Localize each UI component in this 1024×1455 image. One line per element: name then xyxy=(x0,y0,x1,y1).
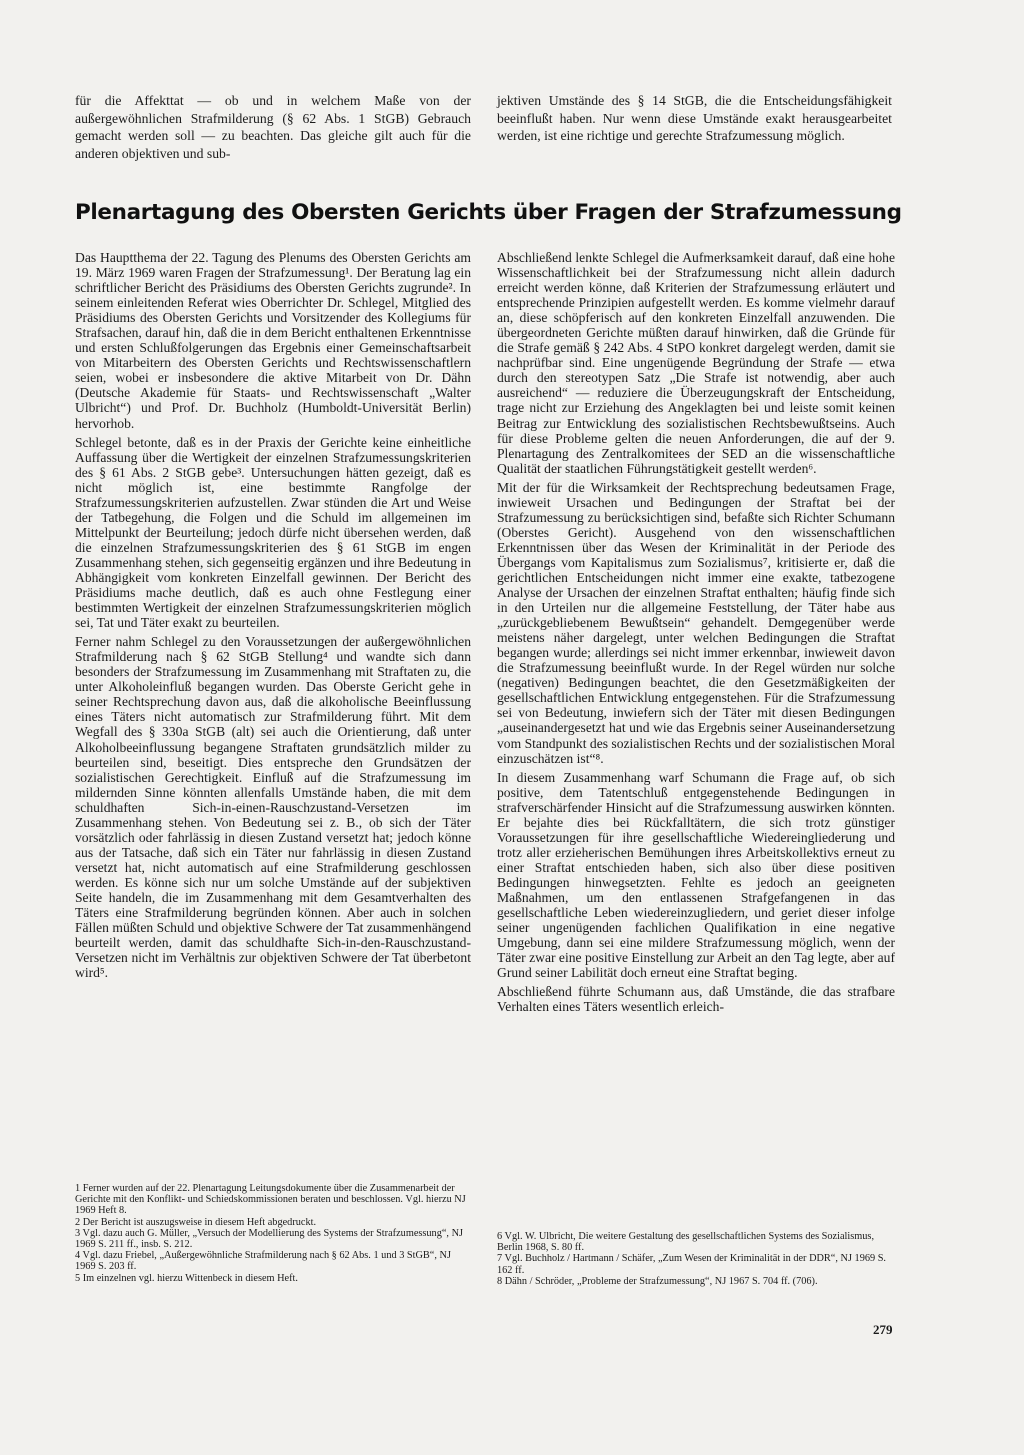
article-paragraph: Abschließend führte Schumann aus, daß Umstände, die das strafbare Verhalten eines Täters wesentlich erleich- xyxy=(497,984,895,1015)
footnote: 7 Vgl. Buchholz / Hartmann / Schäfer, „Zum Wesen der Kriminalität in der DDR“, NJ 1969 S. 162 ff. xyxy=(497,1253,887,1276)
footnote: 1 Ferner wurden auf der 22. Plenartagung Leitungsdokumente über die Zusammenarbeit der Gerichte mit den Konflikt- und Schiedskommissionen beraten und beschlossen. Vgl. hierzu NJ 1969 Heft 8. xyxy=(75,1183,466,1217)
footnote: 5 Im einzelnen vgl. hierzu Wittenbeck in diesem Heft. xyxy=(75,1272,298,1284)
top-left-text-block xyxy=(75,92,471,162)
footnote: 3 Vgl. dazu auch G. Müller, „Versuch der Modellierung des Systems der Strafzumessung“, NJ 1969 S. 211 ff., insb. S. 212. xyxy=(75,1227,464,1251)
footnote: 6 Vgl. W. Ulbricht, Die weitere Gestaltung des gesellschaftlichen Systems des Sozialismus, Berlin 1968, S. 80 ff. xyxy=(497,1231,875,1254)
page-number: 279 xyxy=(873,1322,893,1337)
footnote: 4 Vgl. dazu Friebel, „Außergewöhnliche Strafmilderung nach § 62 Abs. 1 und 3 StGB“, NJ 1969 S. 203 ff. xyxy=(75,1250,451,1273)
article-paragraph: In diesem Zusammenhang warf Schumann die Frage auf, ob sich positive, dem Tatentschluß entgegenstehende Bedingungen in strafverschärfender Hinsicht auf die Strafzumessung auswirken könnten. Er bejahte dies bei Rückfalltätern, die sich trotz günstiger Voraussetzungen für ihre gesellschaftliche Wiedereingliederung und trotz aller erzieherischen Bemühungen ihres Arbeitskollektivs erneut zu einer Straftat entschieden haben, sich also über diese positiven Bedingungen hinwegsetzten. Fehlte es jedoch an geeigneten Maßnahmen, um den entlassenen Strafgefangenen in das gesellschaftliche Leben wiedereinzugliedern, und geriet dieser infolge seiner ungenügenden fachlichen Qualifikation in eine negative Umgebung, dann sei eine mildere Strafzumessung möglich, wenn der Täter zwar eine positive Einstellung zur Arbeit an den Tag legte, aber auf Grund seiner Labilität doch erneut eine Straftat beging. xyxy=(497,769,895,981)
article-right-column xyxy=(497,250,895,1014)
article-paragraph: Schlegel betonte, daß es in der Praxis der Gerichte keine einheitliche Auffassung über die Wertigkeit der einzelnen Strafzumessungskriterien des § 61 Abs. 2 StGB gebe³. Untersuchungen hätten gezeigt, daß es nicht möglich ist, eine bestimmte Rangfolge der Strafzumessungskriterien aufzustellen. Zwar stünden die Art und Weise der Tatbegehung, die Folgen und die Schuld im allgemeinen im Mittelpunkt der Beurteilung; jedoch dürfe nicht übersehen werden, daß die einzelnen Strafzumessungskriterien des § 61 StGB im engen Zusammenhang stehen, sich gegenseitig ergänzen und ihre Bedeutung in Abhängigkeit vom konkreten Einzelfall gewinnen. Der Bericht des Präsidiums mache deutlich, daß es auch ohne Festlegung einer bestimmten Wertigkeit der einzelnen Strafzumessungskriterien möglich sei, Tat und Täter exakt zu beurteilen. xyxy=(75,434,471,631)
article-paragraph: Ferner nahm Schlegel zu den Voraussetzungen der außergewöhnlichen Strafmilderung nach § 62 StGB Stellung⁴ und wandte sich dann besonders der Strafzumessung im Zusammenhang mit Straftaten zu, die unter Alkoholeinfluß begangen wurden. Das Oberste Gericht gehe in seiner Rechtsprechung davon aus, daß die alkoholische Beeinflussung eines Täters nicht automatisch zur Strafmilderung führt. Mit dem Wegfall des § 330a StGB (alt) sei auch die Orientierung, daß unter Alkoholbeeinflussung begangene Straftaten grundsätzlich milder zu beurteilen sind, beseitigt. Dies entspreche den Grundsätzen der sozialistischen Gerechtigkeit. Einfluß auf die Strafzumessung im mildernden Sinne könnten allenfalls Umstände haben, die mit dem schuldhaften Sich-in-einen-Rauschzustand-Versetzen im Zusammenhang stehen. Von Bedeutung sei z. B., ob sich der Täter vorsätzlich oder fahrlässig in diesen Zustand versetzt hat; jedoch könne aus der Tatsache, daß sich ein Täter nur fahrlässig in diesen Zustand versetzt hat, nicht automatisch auf eine Strafmilderung geschlossen werden. Es könne sich nur um solche Umstände auf der subjektiven Seite handeln, die im Zusammenhang mit dem Gesamtverhalten des Täters eine Strafmilderung begründen können. Aber auch in solchen Fällen müßten Schuld und objektive Schwere der Tat zusammenhängend beurteilt werden, damit das schuldhafte Sich-in-den-Rauschzustand-Versetzen nicht im Verhältnis zur objektiven Schwere der Tat überbetont wird⁵. xyxy=(75,634,471,981)
footnotes-right xyxy=(497,1231,895,1287)
footnote: 2 Der Bericht ist auszugsweise in diesem Heft abgedruckt. xyxy=(75,1216,317,1228)
top-right-text-block xyxy=(497,92,892,145)
article-paragraph: Das Hauptthema der 22. Tagung des Plenums des Obersten Gerichts am 19. März 1969 waren Fragen der Strafzumessung¹. Der Beratung lag ein schriftlicher Bericht des Präsidiums des Obersten Gerichts zugrunde². In seinem einleitenden Referat wies Oberrichter Dr. Schlegel, Mitglied des Präsidiums des Obersten Gerichts und Vorsitzender des Kollegiums für Strafsachen, darauf hin, daß die in dem Bericht enthaltenen Erkenntnisse und ersten Schlußfolgerungen das Ergebnis einer Gemeinschaftsarbeit von Mitarbeitern des Obersten Gerichts und Rechtswissenschaftlern seien, wobei er insbesondere die aktive Mitarbeit von Dr. Dähn (Deutsche Akademie für Staats- und Rechtswissenschaft „Walter Ulbricht“) und Prof. Dr. Buchholz (Humboldt-Universität Berlin) hervorhob. xyxy=(75,250,471,431)
article-paragraph: Abschließend lenkte Schlegel die Aufmerksamkeit darauf, daß eine hohe Wissenschaftlichkeit bei der Strafzumessung nicht allein dadurch erreicht werden könne, daß Kriterien der Strafzumessung erläutert und entsprechende Prinzipien aufgestellt werden. Es komme vielmehr darauf an, diese schöpferisch auf den konkreten Einzelfall anzuwenden. Die übergeordneten Gerichte müßten darauf hinwirken, daß die Gründe für die Strafe gemäß § 242 Abs. 4 StPO konkret dargelegt werden, damit sie nachprüfbar sind. Eine ungenügende Begründung der Strafe — etwa durch den stereotypen Satz „Die Strafe ist notwendig, aber auch ausreichend“ — reduziere die Überzeugungskraft der Entscheidung, trage nicht zur Erziehung des Angeklagten bei und leiste somit keinen Beitrag zur Entwicklung des sozialistischen Rechtsbewußtseins. Auch für diese Probleme gelten die neuen Anforderungen, die auf der 9. Plenartagung des Zentralkomitees der SED an die wissenschaftliche Qualität der staatlichen Führungstätigkeit gestellt werden⁶. xyxy=(497,250,895,476)
article-paragraph: Mit der für die Wirksamkeit der Rechtsprechung bedeutsamen Frage, inwieweit Ursachen und Bedingungen der Straftat bei der Strafzumessung zu berücksichtigen sind, befaßte sich Richter Schumann (Oberstes Gericht). Ausgehend von den wissenschaftlichen Erkenntnissen über das Wesen der Kriminalität in der Periode des Übergangs vom Kapitalismus zum Sozialismus⁷, kritisierte er, daß die gerichtlichen Entscheidungen nicht immer eine exakte, tatbezogene Analyse der Ursachen der einzelnen Straftat enthalten; häufig finde sich in den Urteilen nur die allgemeine Feststellung, der Täter habe aus „zurückgebliebenem Bewußtsein“ gehandelt. Demgegenüber werde meistens näher dargelegt, unter welchen Bedingungen die Straftat begangen wurde; allerdings sei nicht immer erkennbar, inwieweit davon die Strafzumessung beeinflußt wurde. In der Regel würden nur solche (negativen) Bedingungen beachtet, die den Gesetzmäßigkeiten der gesellschaftlichen Entwicklung entgegenstehen. Für die Strafzumessung sei von Bedeutung, inwiefern sich der Täter mit diesen Bedingungen „auseinandergesetzt hat und wie das Ergebnis seiner Auseinandersetzung vom Standpunkt des sozialistischen Rechts und der sozialistischen Moral einzuschätzen ist“⁸. xyxy=(497,479,895,766)
top-right-paragraph: jektiven Umstände des § 14 StGB, die die Entscheidungsfähigkeit beeinflußt haben. Nur wenn diese Umstände exakt herausgearbeitet werden, ist eine richtige und gerechte Strafzumessung möglich. xyxy=(497,93,892,143)
article-left-column xyxy=(75,250,471,980)
footnote: 8 Dähn / Schröder, „Probleme der Strafzumessung“, NJ 1967 S. 704 ff. (706). xyxy=(497,1275,818,1287)
article-title: Plenartagung des Obersten Gerichts über Fragen der Strafzumessung xyxy=(75,200,902,225)
top-left-paragraph: für die Affekttat — ob und in welchem Maße von der außergewöhnlichen Strafmilderung (§ 62 Abs. 1 StGB) Gebrauch gemacht werden soll — zu beachten. Das gleiche gilt auch für die anderen objektiven und sub- xyxy=(75,93,471,161)
footnotes-left xyxy=(75,1183,471,1284)
